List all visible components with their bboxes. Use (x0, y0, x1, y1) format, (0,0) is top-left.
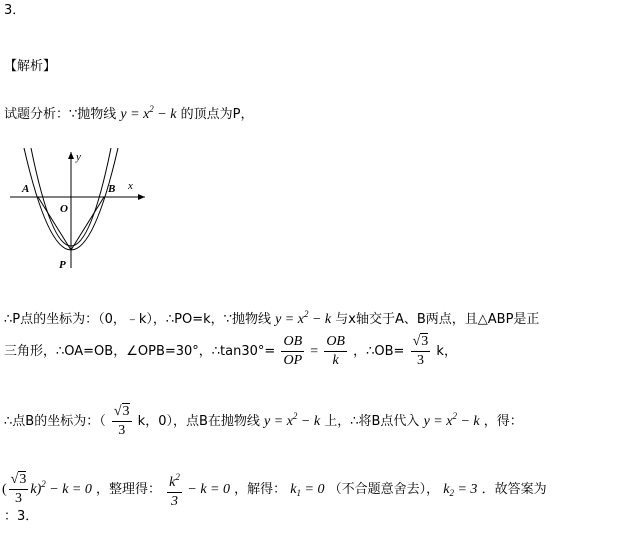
fraction-sqrt3-3: $\frac{√3}{3}$ (412, 334, 429, 368)
label-b: B (108, 183, 116, 195)
label-y: y (76, 151, 81, 163)
text: 的顶点为P， (180, 107, 254, 122)
triangle-line: 三角形，∴OA=OB，∠OPB=30°，∴tan30°= $\frac{OB}{OP}$ = $\frac{OB}{k}$ ，∴OB= $\frac{√3}{3}$ k， (4, 334, 457, 368)
label-a: A (22, 183, 30, 195)
parabola-equation: $y = x^2 - k$ (275, 309, 332, 327)
parabola-equation: $y = x^2 - k$ (423, 411, 480, 429)
solution-line: ( $\frac{√3}{3}$ k)$^2$ − k = 0 ，整理得： $\frac{k^2}{3}$ − k = 0 ，解得： $k_1 = 0$ （不合题意舍去）， $k_2 = 3$ ．故答案为 (2, 468, 547, 511)
b-coordinate-line: ∴点B的坐标为：（ $\frac{√3}{3}$ k，0），点B在抛物线 $y = x^2 - k$ 上，∴将B点代入 $y = x^2 - k$ ，得： (4, 404, 523, 438)
final-answer-line: ：3． (4, 509, 39, 524)
side-bp (71, 197, 104, 250)
text: 试题分析：∵抛物线 (4, 107, 117, 122)
label-p: P (59, 259, 66, 271)
answer-line: 3． (4, 3, 26, 18)
k1-solution: $k_1 = 0$ (290, 482, 325, 498)
p-coordinate-line: ∴P点的坐标为：（0，﹣k），∴PO=k，∵抛物线 $y = x^2 - k$ 与x轴交于A、B两点，且△ABP是正 (4, 309, 540, 327)
fraction-sqrt3-3: $\frac{√3}{3}$ (10, 472, 27, 506)
fraction-ob-k: $\frac{OB}{k}$ (326, 334, 345, 368)
parabola-graph (0, 140, 160, 280)
fraction-k2-3: $\frac{k^2}{3}$ (167, 468, 182, 511)
section-heading: 【解析】 (4, 59, 57, 74)
analysis-intro (4, 100, 253, 124)
fraction-sqrt3-3: $\frac{√3}{3}$ (113, 404, 130, 438)
parabola-equation: $y = x^2 - k$ (264, 411, 321, 429)
fraction-ob-op: $\frac{OB}{OP}$ (283, 334, 303, 368)
k2-solution: $k_2 = 3$ (443, 482, 478, 498)
parabola-equation: $y = x^2 - k$ (120, 104, 177, 122)
label-x: x (128, 180, 133, 192)
label-o: O (60, 203, 68, 215)
